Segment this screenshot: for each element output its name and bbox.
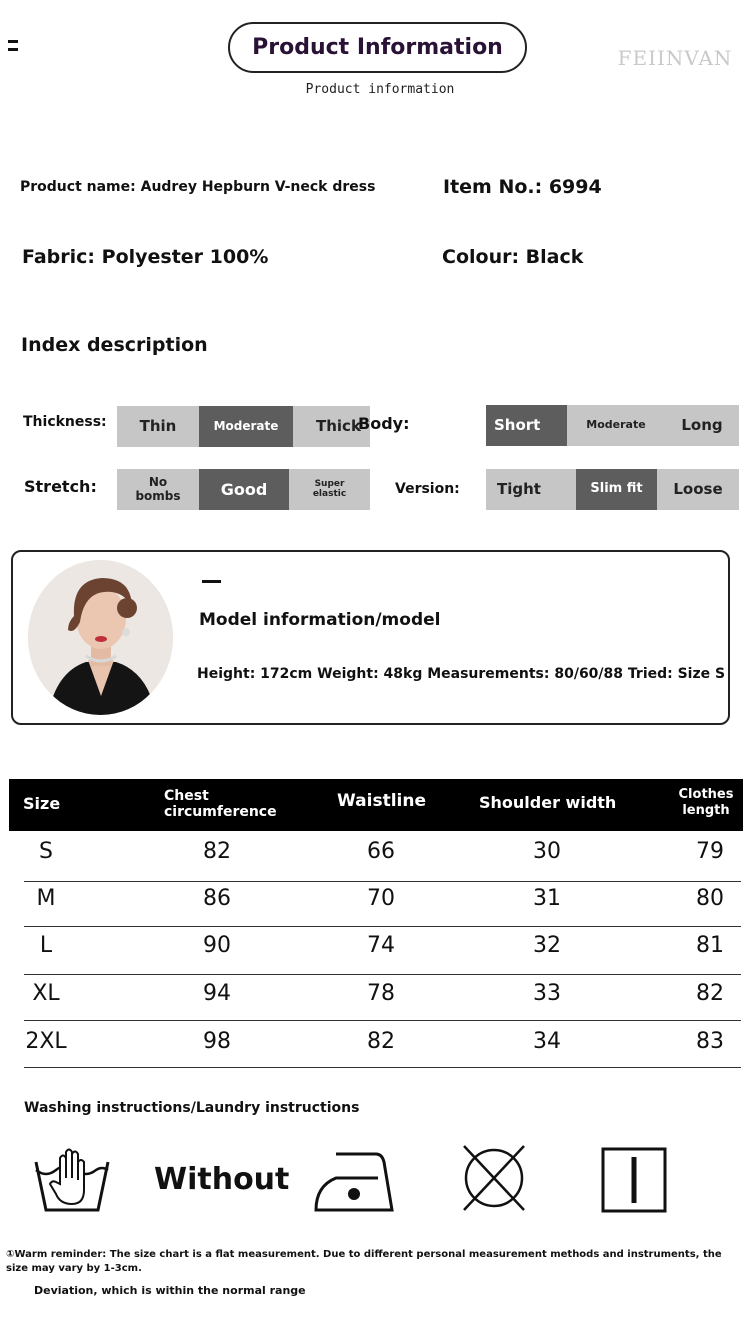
- cell-size: L: [39, 933, 53, 958]
- washing-title: Washing instructions/Laundry instructions: [24, 1100, 360, 1116]
- cell-length: 80: [696, 886, 724, 911]
- body-option-short: Short: [486, 405, 567, 446]
- page-title: Product Information: [228, 22, 527, 73]
- brand-logo: FEIINVAN: [617, 46, 733, 70]
- row-divider: [24, 1020, 741, 1021]
- cell-waist: 74: [367, 933, 395, 958]
- body-scale: [486, 405, 739, 446]
- header-chest: Chest circumference: [164, 788, 277, 820]
- cell-chest: 90: [203, 933, 231, 958]
- row-divider: [24, 974, 741, 975]
- cell-size: S: [39, 839, 53, 864]
- hang-dry-icon: [601, 1147, 667, 1213]
- row-divider: [24, 1067, 741, 1068]
- version-option-slim-fit: Slim fit: [576, 469, 657, 510]
- cell-chest: 86: [203, 886, 231, 911]
- fabric: Fabric: Polyester 100%: [22, 246, 269, 268]
- deviation-note: Deviation, which is within the normal range: [34, 1284, 306, 1297]
- cell-length: 79: [696, 839, 724, 864]
- cell-shoulder: 30: [533, 839, 561, 864]
- page-subtitle: Product information: [305, 82, 455, 97]
- row-divider: [24, 881, 741, 882]
- cell-waist: 70: [367, 886, 395, 911]
- stretch-option-good: Good: [199, 469, 289, 510]
- model-avatar: [28, 560, 173, 715]
- iron-icon: [312, 1148, 396, 1214]
- version-option-tight: Tight: [486, 469, 576, 510]
- menu-icon[interactable]: [8, 40, 20, 54]
- cell-shoulder: 32: [533, 933, 561, 958]
- model-title: Model information/model: [199, 610, 441, 630]
- version-label: Version:: [395, 481, 460, 497]
- stretch-option-super-elastic: Super elastic: [289, 469, 370, 510]
- cell-length: 83: [696, 1029, 724, 1054]
- body-option-long: Long: [665, 405, 739, 446]
- thickness-option-thin: Thin: [117, 406, 199, 447]
- thickness-scale: [117, 406, 370, 447]
- cell-size: XL: [32, 981, 60, 1006]
- thickness-option-moderate: Moderate: [199, 406, 293, 447]
- header-waistline: Waistline: [337, 791, 426, 811]
- cell-shoulder: 33: [533, 981, 561, 1006]
- no-dry-clean-icon: [460, 1142, 528, 1214]
- model-dash: [202, 580, 221, 583]
- version-option-loose: Loose: [657, 469, 739, 510]
- row-divider: [24, 926, 741, 927]
- warm-reminder: ①Warm reminder: The size chart is a flat measurement. Due to different personal measurement methods and instruments, the size may vary by 1-3cm.: [6, 1249, 722, 1274]
- body-option-moderate: Moderate: [567, 405, 665, 446]
- cell-waist: 78: [367, 981, 395, 1006]
- stretch-label: Stretch:: [24, 477, 97, 496]
- index-title: Index description: [21, 334, 208, 356]
- colour: Colour: Black: [442, 246, 584, 268]
- cell-size: 2XL: [25, 1029, 67, 1054]
- cell-size: M: [36, 886, 56, 911]
- body-label: Body:: [358, 414, 410, 433]
- cell-chest: 98: [203, 1029, 231, 1054]
- product-name: Product name: Audrey Hepburn V-neck dress: [20, 179, 376, 195]
- header-length: Clothes length: [678, 787, 734, 818]
- cell-shoulder: 34: [533, 1029, 561, 1054]
- size-table-header: [9, 779, 743, 831]
- cell-chest: 94: [203, 981, 231, 1006]
- item-number: Item No.: 6994: [443, 176, 602, 198]
- cell-chest: 82: [203, 839, 231, 864]
- version-scale: [486, 469, 739, 510]
- header-size: Size: [23, 794, 61, 813]
- stretch-option-no-bombs: No bombs: [117, 469, 199, 510]
- cell-waist: 82: [367, 1029, 395, 1054]
- cell-length: 82: [696, 981, 724, 1006]
- stretch-scale: [117, 469, 370, 510]
- header-shoulder: Shoulder width: [479, 793, 617, 812]
- cell-waist: 66: [367, 839, 395, 864]
- cell-shoulder: 31: [533, 886, 561, 911]
- hand-wash-icon: [32, 1148, 112, 1216]
- model-photo-icon: [28, 560, 173, 715]
- cell-length: 81: [696, 933, 724, 958]
- model-stats: Height: 172cm Weight: 48kg Measurements: 80/60/88 Tried: Size S: [197, 666, 726, 682]
- thickness-label: Thickness:: [23, 414, 107, 430]
- thickness-option-thick: Thick: [293, 406, 370, 447]
- without-label: Without: [154, 1162, 290, 1197]
